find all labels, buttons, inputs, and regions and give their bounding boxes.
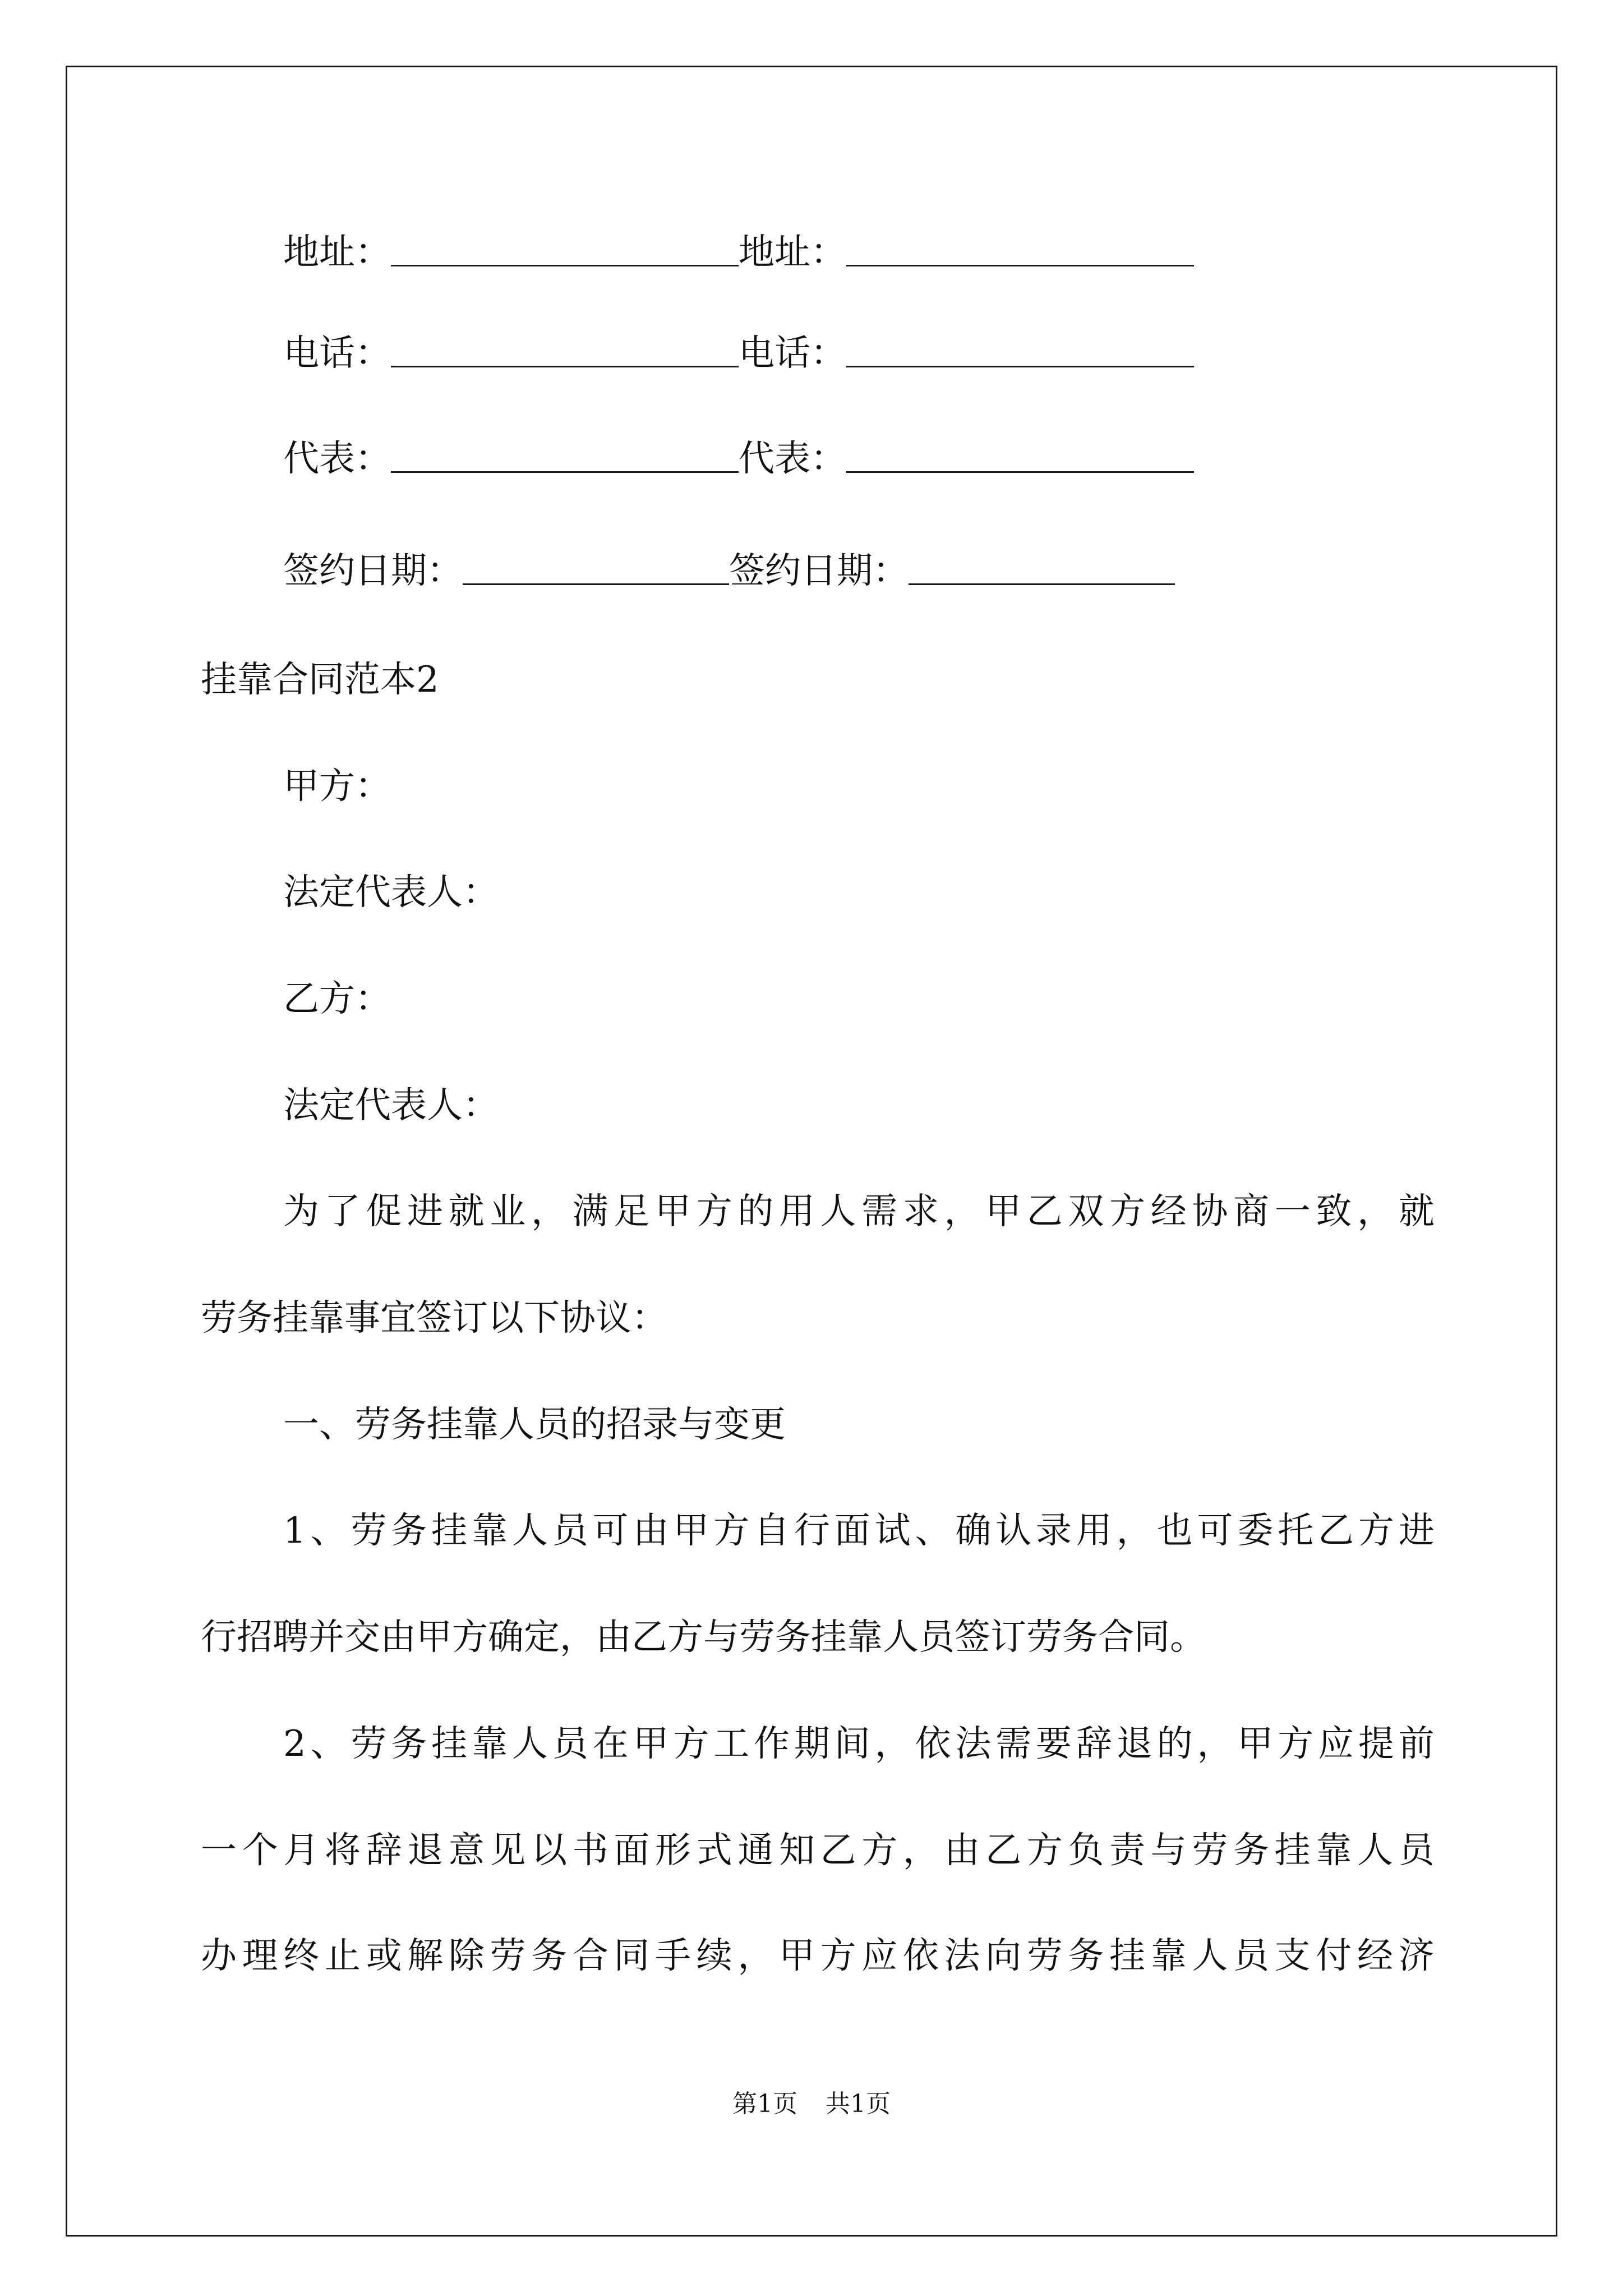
- text-char: 理: [242, 1935, 278, 1977]
- text-char: ，: [944, 1191, 980, 1232]
- text-char: 甲: [778, 1935, 815, 1977]
- intro-line-2: 劳务挂靠事宜签订以下协议：: [201, 1297, 667, 1339]
- text-char: 委: [1237, 1510, 1274, 1552]
- text-char: 进: [407, 1191, 443, 1232]
- text-char: 期: [794, 1723, 830, 1765]
- clause-2-line-2: [201, 1828, 1435, 1873]
- signature-blank: [391, 436, 739, 473]
- text-char: 行: [794, 1510, 830, 1552]
- text-char: 劳: [1026, 1935, 1063, 1977]
- text-char: 应: [861, 1935, 898, 1977]
- text-char: 也: [1156, 1510, 1193, 1552]
- text-char: 的: [737, 1191, 774, 1232]
- text-char: 员: [552, 1510, 588, 1552]
- signature-row-phone: [283, 331, 1194, 376]
- text-char: 方: [696, 1191, 732, 1232]
- text-char: 甲: [654, 1191, 691, 1232]
- text-char: 方: [1278, 1723, 1314, 1765]
- text-char: 托: [1278, 1510, 1314, 1552]
- text-char: 由: [633, 1510, 669, 1552]
- signature-blank: [391, 230, 739, 266]
- text-char: 止: [324, 1935, 361, 1977]
- text-char: 务: [391, 1510, 427, 1552]
- party-a-representative-label: 法定代表人：: [283, 872, 499, 913]
- signature-label-left: 地址：: [283, 232, 391, 273]
- text-char: 求: [902, 1191, 939, 1232]
- text-char: 责: [1109, 1830, 1146, 1871]
- text-char: 劳: [1192, 1830, 1228, 1871]
- text-char: 提: [1358, 1723, 1394, 1765]
- text-char: 满: [572, 1191, 608, 1232]
- text-char: 双: [1068, 1191, 1104, 1232]
- signature-blank: [846, 331, 1194, 367]
- text-char: 可: [1197, 1510, 1233, 1552]
- text-char: 试: [874, 1510, 911, 1552]
- text-char: 退: [407, 1830, 444, 1871]
- text-char: 认: [995, 1510, 1032, 1552]
- signature-blank: [846, 436, 1194, 473]
- text-char: 靠: [1150, 1935, 1187, 1977]
- text-char: 辞: [366, 1830, 402, 1871]
- text-char: 负: [1068, 1830, 1104, 1871]
- text-char: 劳: [351, 1723, 387, 1765]
- text-char: 1: [283, 1510, 306, 1552]
- text-char: 足: [614, 1191, 650, 1232]
- text-char: 乙: [1026, 1191, 1063, 1232]
- text-char: 务: [391, 1723, 427, 1765]
- text-char: 月: [283, 1830, 320, 1871]
- text-char: 工: [713, 1723, 750, 1765]
- text-char: 甲: [985, 1191, 1022, 1232]
- text-char: 录: [1036, 1510, 1072, 1552]
- text-char: 人: [511, 1723, 548, 1765]
- text-char: 甲: [1237, 1723, 1274, 1765]
- text-char: 面: [614, 1830, 650, 1871]
- text-char: 终: [283, 1935, 320, 1977]
- text-char: 靠: [1316, 1830, 1352, 1871]
- text-char: 一: [1274, 1191, 1311, 1232]
- text-char: 以: [531, 1830, 568, 1871]
- text-char: 支: [1274, 1935, 1311, 1977]
- text-char: 向: [985, 1935, 1022, 1977]
- text-char: 合: [572, 1935, 608, 1977]
- text-char: 甲: [633, 1723, 669, 1765]
- text-char: 面: [834, 1510, 870, 1552]
- text-char: 依: [902, 1935, 939, 1977]
- text-char: 员: [552, 1723, 588, 1765]
- text-char: ，: [1197, 1723, 1233, 1765]
- text-char: 除: [448, 1935, 485, 1977]
- text-char: 靠: [472, 1723, 508, 1765]
- clause-2-line-1: [283, 1722, 1435, 1766]
- signature-row-address: [283, 230, 1194, 275]
- text-char: 挂: [1274, 1830, 1311, 1871]
- text-char: 挂: [431, 1723, 468, 1765]
- text-char: 法: [955, 1723, 992, 1765]
- signature-label-left: 电话：: [283, 333, 391, 374]
- text-char: ，: [902, 1830, 939, 1871]
- text-char: 方: [673, 1723, 709, 1765]
- text-char: 、: [310, 1723, 347, 1765]
- text-char: 促: [366, 1191, 402, 1232]
- text-char: 办: [201, 1935, 237, 1977]
- text-char: 由: [944, 1830, 980, 1871]
- text-char: 劳: [490, 1935, 526, 1977]
- text-char: 就: [448, 1191, 485, 1232]
- text-char: 方: [1026, 1830, 1063, 1871]
- text-char: 在: [592, 1723, 629, 1765]
- party-b-representative-label: 法定代表人：: [283, 1085, 499, 1126]
- text-char: 同: [614, 1935, 650, 1977]
- text-char: ，: [1116, 1510, 1152, 1552]
- text-char: 乙: [820, 1830, 856, 1871]
- text-char: 的: [1156, 1723, 1193, 1765]
- text-char: 或: [366, 1935, 402, 1977]
- text-char: ，: [737, 1935, 774, 1977]
- section-title: 挂靠合同范本2: [201, 659, 439, 701]
- text-char: 、: [310, 1510, 347, 1552]
- signature-blank: [463, 549, 729, 585]
- text-char: 经: [1150, 1191, 1187, 1232]
- text-char: 挂: [1109, 1935, 1146, 1977]
- text-char: 务: [531, 1935, 568, 1977]
- text-char: 退: [1116, 1723, 1152, 1765]
- text-char: 一: [201, 1830, 237, 1871]
- text-char: 员: [1398, 1830, 1435, 1871]
- text-char: 将: [324, 1830, 361, 1871]
- text-char: 解: [407, 1935, 444, 1977]
- text-char: 人: [1357, 1830, 1393, 1871]
- party-b-label: 乙方：: [283, 978, 391, 1020]
- text-char: 续: [696, 1935, 732, 1977]
- text-char: 辞: [1076, 1723, 1112, 1765]
- text-char: 员: [1233, 1935, 1270, 1977]
- text-char: 方: [1109, 1191, 1146, 1232]
- text-char: 业: [490, 1191, 526, 1232]
- text-char: 进: [1398, 1510, 1435, 1552]
- page-footer: [0, 2088, 1623, 2120]
- text-char: 方: [820, 1935, 856, 1977]
- text-char: 劳: [351, 1510, 387, 1552]
- text-char: 方: [861, 1830, 898, 1871]
- text-char: 形: [655, 1830, 691, 1871]
- clause-1-line-1: [283, 1508, 1435, 1553]
- text-char: 需: [995, 1723, 1032, 1765]
- text-char: 就: [1398, 1191, 1435, 1232]
- page-total: 共1页: [826, 2090, 891, 2118]
- text-char: ，: [1357, 1191, 1394, 1232]
- text-char: 挂: [431, 1510, 468, 1552]
- text-char: 人: [1192, 1935, 1228, 1977]
- text-char: 个: [242, 1830, 278, 1871]
- text-char: 致: [1316, 1191, 1352, 1232]
- text-char: 方: [1358, 1510, 1394, 1552]
- text-char: ，: [531, 1191, 567, 1232]
- text-char: 用: [778, 1191, 815, 1232]
- text-char: 要: [1036, 1723, 1072, 1765]
- clause-1-line-2: 行招聘并交由甲方确定，由乙方与劳务挂靠人员签订劳务合同。: [201, 1617, 1206, 1658]
- clause-2-line-3: [201, 1934, 1435, 1978]
- text-char: 见: [490, 1830, 526, 1871]
- text-char: 书: [572, 1830, 608, 1871]
- text-char: 间: [834, 1723, 870, 1765]
- signature-label-left: 代表：: [283, 438, 391, 480]
- signature-row-representative: [283, 436, 1194, 481]
- text-char: 、: [915, 1510, 951, 1552]
- text-char: 作: [754, 1723, 790, 1765]
- signature-blank: [391, 331, 739, 367]
- text-char: 依: [915, 1723, 951, 1765]
- signature-blank: [909, 549, 1175, 585]
- text-char: 人: [511, 1510, 548, 1552]
- text-char: 乙: [985, 1830, 1022, 1871]
- text-char: 为: [283, 1191, 319, 1232]
- text-char: 靠: [472, 1510, 508, 1552]
- text-char: 乙: [1318, 1510, 1354, 1552]
- text-char: 确: [955, 1510, 992, 1552]
- signature-label-right: 电话：: [739, 333, 846, 374]
- text-char: 需: [861, 1191, 898, 1232]
- text-char: 人: [820, 1191, 856, 1232]
- text-char: 务: [1068, 1935, 1104, 1977]
- text-char: 商: [1233, 1191, 1270, 1232]
- text-char: 通: [737, 1830, 774, 1871]
- text-char: 意: [448, 1830, 485, 1871]
- text-char: 自: [754, 1510, 790, 1552]
- text-char: 式: [696, 1830, 732, 1871]
- text-char: 付: [1316, 1935, 1352, 1977]
- text-char: 甲: [673, 1510, 709, 1552]
- text-char: 应: [1318, 1723, 1354, 1765]
- clause-heading: 一、劳务挂靠人员的招录与变更: [283, 1404, 786, 1446]
- text-char: 手: [655, 1935, 691, 1977]
- text-char: ，: [874, 1723, 911, 1765]
- intro-line-1: [283, 1189, 1435, 1234]
- party-a-label: 甲方：: [283, 766, 391, 807]
- page-border: [66, 66, 1557, 2237]
- text-char: 与: [1150, 1830, 1187, 1871]
- text-char: 务: [1233, 1830, 1270, 1871]
- text-char: 协: [1192, 1191, 1228, 1232]
- text-char: 可: [592, 1510, 629, 1552]
- signature-label-right: 签约日期：: [729, 550, 909, 592]
- signature-blank: [846, 230, 1194, 266]
- text-char: 了: [324, 1191, 361, 1232]
- text-char: 用: [1076, 1510, 1112, 1552]
- text-char: 经: [1357, 1935, 1393, 1977]
- text-char: 2: [283, 1723, 306, 1765]
- text-char: 知: [778, 1830, 815, 1871]
- text-char: 济: [1398, 1935, 1435, 1977]
- signature-row-date: [283, 549, 1175, 593]
- text-char: 前: [1398, 1723, 1435, 1765]
- text-char: 法: [944, 1935, 980, 1977]
- text-char: 方: [713, 1510, 750, 1552]
- signature-label-right: 代表：: [739, 438, 846, 480]
- page-number: 第1页: [732, 2090, 797, 2118]
- signature-label-right: 地址：: [739, 232, 846, 273]
- signature-label-left: 签约日期：: [283, 550, 463, 592]
